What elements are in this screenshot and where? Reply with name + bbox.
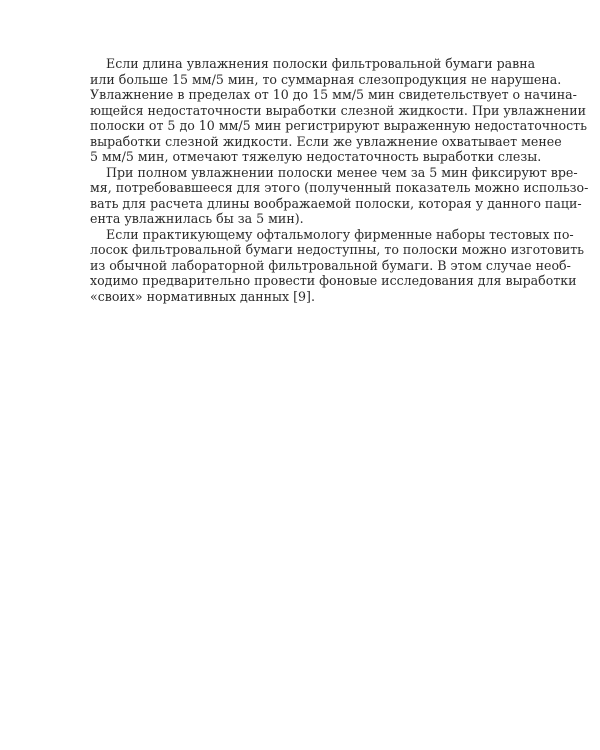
text-line: или больше 15 мм/5 мин, то суммарная слезопродукция не нарушена. xyxy=(90,71,562,87)
paragraph-2 xyxy=(90,164,589,227)
text-line: выработки слезной жидкости. Если же увлажнение охватывает менее xyxy=(90,133,562,149)
text-line: ента увлажнилась бы за 5 мин). xyxy=(90,211,304,226)
text-line: ющейся недостаточности выработки слезной жидкости. При увлажнении xyxy=(90,102,587,118)
text-line: ходимо предварительно провести фоновые исследования для выработки xyxy=(90,273,577,288)
text-line: из обычной лабораторной фильтровальной бумаги. В этом случае необ- xyxy=(90,257,571,273)
text-line: 5 мм/5 мин, отмечают тяжелую недостаточность выработки слезы. xyxy=(90,149,542,164)
body-text xyxy=(90,56,589,304)
text-line: лосок фильтровальной бумаги недоступны, то полоски можно изготовить xyxy=(90,242,585,257)
paragraph-3 xyxy=(90,226,585,305)
paragraph-1 xyxy=(90,56,587,165)
text-line: «своих» нормативных данных [9]. xyxy=(90,288,315,304)
text-line: вать для расчета длины воображаемой полоски, которая у данного паци- xyxy=(90,195,582,211)
text-line: Увлажнение в пределах от 10 до 15 мм/5 мин свидетельствует о начина- xyxy=(90,87,577,102)
text-line: Если длина увлажнения полоски фильтровальной бумаги равна xyxy=(106,56,536,71)
text-line: Если практикующему офтальмологу фирменные наборы тестовых по- xyxy=(106,226,574,242)
text-line: полоски от 5 до 10 мм/5 мин регистрируют выраженную недостаточность xyxy=(90,118,587,133)
text-line: При полном увлажнении полоски менее чем за 5 мин фиксируют вре- xyxy=(106,164,578,180)
text-line: мя, потребовавшееся для этого (полученный показатель можно использо- xyxy=(90,180,589,195)
